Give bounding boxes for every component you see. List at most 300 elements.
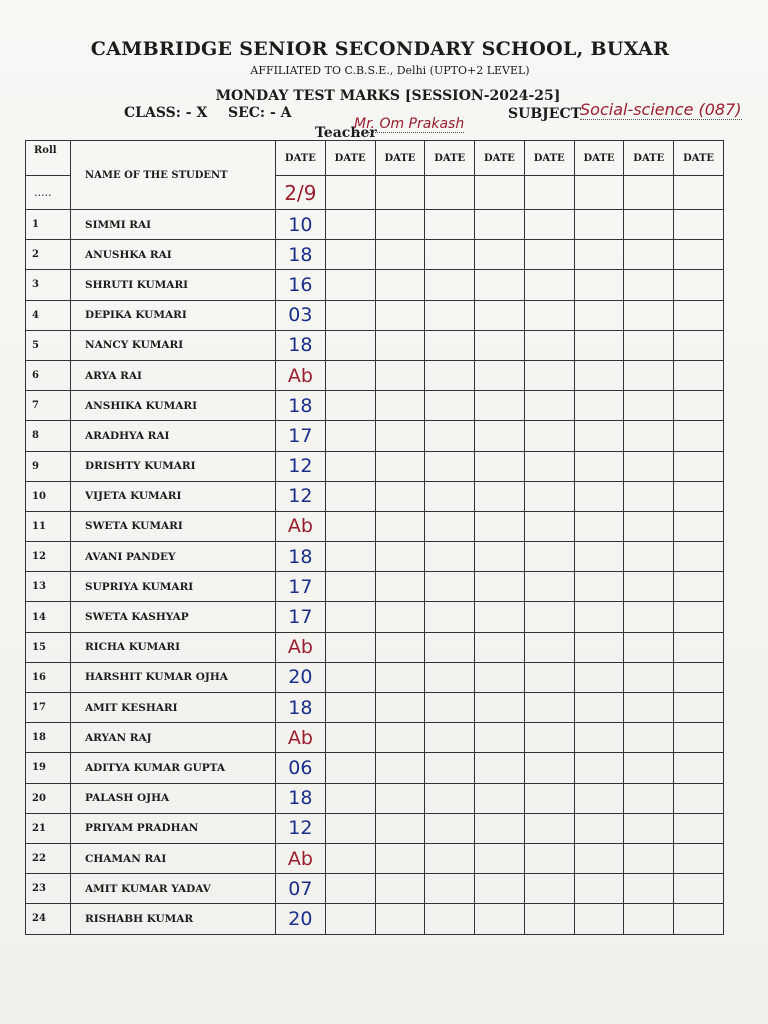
empty-mark-cell: [574, 330, 624, 360]
student-name: SWETA KUMARI: [71, 511, 276, 541]
roll-number: 8: [26, 421, 71, 451]
table-row: [26, 421, 724, 451]
empty-mark-cell: [574, 632, 624, 662]
empty-mark-cell: [425, 330, 475, 360]
student-name: SHRUTI KUMARI: [71, 270, 276, 300]
empty-mark-cell: [524, 300, 574, 330]
empty-mark-cell: [574, 210, 624, 240]
student-name: ANUSHKA RAI: [71, 240, 276, 270]
empty-mark-cell: [574, 874, 624, 904]
empty-mark-cell: [375, 572, 425, 602]
table-row: [26, 511, 724, 541]
empty-mark-cell: [674, 874, 724, 904]
table-row: [26, 240, 724, 270]
empty-mark-cell: [624, 270, 674, 300]
empty-mark-cell: [574, 240, 624, 270]
empty-mark-cell: [475, 632, 525, 662]
empty-mark-cell: [475, 270, 525, 300]
empty-mark-cell: [475, 391, 525, 421]
table-row: [26, 481, 724, 511]
empty-mark-cell: [375, 391, 425, 421]
empty-mark-cell: [425, 421, 475, 451]
empty-mark-cell: [624, 360, 674, 390]
table-row: [26, 813, 724, 843]
roll-number: 2: [26, 240, 71, 270]
empty-mark-cell: [524, 511, 574, 541]
empty-mark-cell: [425, 572, 475, 602]
empty-mark-cell: [375, 723, 425, 753]
empty-mark-cell: [574, 693, 624, 723]
student-name: AMIT KESHARI: [71, 693, 276, 723]
roll-number: 23: [26, 874, 71, 904]
empty-mark-cell: [624, 723, 674, 753]
student-mark: 12: [276, 451, 326, 481]
date-header: DATE: [574, 141, 624, 176]
table-row: [26, 270, 724, 300]
empty-mark-cell: [524, 270, 574, 300]
empty-mark-cell: [375, 542, 425, 572]
empty-mark-cell: [325, 693, 375, 723]
student-mark: Ab: [276, 843, 326, 873]
empty-mark-cell: [475, 904, 525, 934]
empty-mark-cell: [574, 662, 624, 692]
student-mark: Ab: [276, 511, 326, 541]
empty-mark-cell: [524, 904, 574, 934]
empty-mark-cell: [574, 421, 624, 451]
roll-number: 13: [26, 572, 71, 602]
teacher-value: Mr. Om Prakash: [354, 116, 465, 132]
empty-mark-cell: [475, 451, 525, 481]
empty-mark-cell: [475, 874, 525, 904]
empty-mark-cell: [624, 300, 674, 330]
empty-mark-cell: [425, 632, 475, 662]
empty-mark-cell: [325, 300, 375, 330]
empty-mark-cell: [325, 874, 375, 904]
empty-mark-cell: [574, 300, 624, 330]
empty-mark-cell: [475, 542, 525, 572]
empty-mark-cell: [425, 813, 475, 843]
table-header-row: [26, 141, 724, 176]
empty-mark-cell: [674, 693, 724, 723]
table-row: [26, 330, 724, 360]
student-name: AVANI PANDEY: [71, 542, 276, 572]
roll-number: 6: [26, 360, 71, 390]
empty-mark-cell: [425, 783, 475, 813]
empty-mark-cell: [624, 391, 674, 421]
student-name: HARSHIT KUMAR OJHA: [71, 662, 276, 692]
empty-mark-cell: [325, 360, 375, 390]
student-name: DEPIKA KUMARI: [71, 300, 276, 330]
table-row: [26, 904, 724, 934]
empty-mark-cell: [425, 240, 475, 270]
empty-mark-cell: [425, 602, 475, 632]
empty-mark-cell: [375, 511, 425, 541]
empty-mark-cell: [375, 451, 425, 481]
student-name: ARYA RAI: [71, 360, 276, 390]
empty-mark-cell: [524, 240, 574, 270]
student-mark: 03: [276, 300, 326, 330]
empty-mark-cell: [524, 843, 574, 873]
subject-label: SUBJECT: [508, 106, 582, 122]
empty-mark-cell: [425, 542, 475, 572]
empty-mark-cell: [475, 360, 525, 390]
student-mark: 20: [276, 662, 326, 692]
empty-mark-cell: [425, 511, 475, 541]
empty-mark-cell: [674, 813, 724, 843]
empty-mark-cell: [574, 542, 624, 572]
table-row: [26, 391, 724, 421]
empty-mark-cell: [574, 783, 624, 813]
empty-mark-cell: [524, 360, 574, 390]
empty-mark-cell: [325, 632, 375, 662]
marks-table: [25, 140, 724, 935]
empty-mark-cell: [524, 632, 574, 662]
empty-mark-cell: [524, 602, 574, 632]
empty-mark-cell: [524, 572, 574, 602]
empty-mark-cell: [524, 874, 574, 904]
student-mark: 20: [276, 904, 326, 934]
table-row: [26, 662, 724, 692]
date-header: DATE: [375, 141, 425, 176]
student-name: AMIT KUMAR YADAV: [71, 874, 276, 904]
empty-mark-cell: [475, 511, 525, 541]
empty-mark-cell: [674, 572, 724, 602]
roll-number: 3: [26, 270, 71, 300]
empty-mark-cell: [574, 391, 624, 421]
student-mark: 06: [276, 753, 326, 783]
empty-mark-cell: [574, 813, 624, 843]
empty-mark-cell: [674, 300, 724, 330]
empty-mark-cell: [674, 843, 724, 873]
roll-number: 7: [26, 391, 71, 421]
student-mark: 16: [276, 270, 326, 300]
section-label: SEC: - A: [228, 105, 292, 121]
empty-mark-cell: [475, 481, 525, 511]
date-header: DATE: [524, 141, 574, 176]
table-row: [26, 602, 724, 632]
empty-mark-cell: [325, 753, 375, 783]
empty-mark-cell: [574, 360, 624, 390]
empty-mark-cell: [674, 240, 724, 270]
empty-mark-cell: [574, 511, 624, 541]
empty-mark-cell: [624, 632, 674, 662]
roll-number: 19: [26, 753, 71, 783]
empty-mark-cell: [325, 240, 375, 270]
student-mark: 18: [276, 542, 326, 572]
empty-mark-cell: [325, 511, 375, 541]
empty-mark-cell: [574, 843, 624, 873]
student-name: DRISHTY KUMARI: [71, 451, 276, 481]
student-name: RISHABH KUMAR: [71, 904, 276, 934]
roll-number: 12: [26, 542, 71, 572]
student-name: SUPRIYA KUMARI: [71, 572, 276, 602]
subject-value: Social-science (087): [580, 100, 742, 119]
student-name: RICHA KUMARI: [71, 632, 276, 662]
empty-mark-cell: [475, 602, 525, 632]
empty-mark-cell: [425, 753, 475, 783]
empty-mark-cell: [475, 421, 525, 451]
student-mark: 18: [276, 391, 326, 421]
empty-mark-cell: [674, 662, 724, 692]
table-row: [26, 874, 724, 904]
table-row: [26, 360, 724, 390]
empty-mark-cell: [524, 481, 574, 511]
table-row: [26, 210, 724, 240]
empty-mark-cell: [325, 662, 375, 692]
empty-mark-cell: [425, 843, 475, 873]
empty-mark-cell: [624, 330, 674, 360]
roll-header: Roll: [26, 141, 71, 176]
empty-mark-cell: [674, 210, 724, 240]
empty-mark-cell: [674, 511, 724, 541]
student-name: SIMMI RAI: [71, 210, 276, 240]
empty-mark-cell: [524, 783, 574, 813]
empty-mark-cell: [674, 330, 724, 360]
empty-mark-cell: [574, 904, 624, 934]
student-name: ADITYA KUMAR GUPTA: [71, 753, 276, 783]
empty-mark-cell: [674, 632, 724, 662]
student-name: NANCY KUMARI: [71, 330, 276, 360]
empty-mark-cell: [674, 451, 724, 481]
empty-mark-cell: [674, 360, 724, 390]
student-mark: 18: [276, 330, 326, 360]
empty-mark-cell: [325, 481, 375, 511]
empty-mark-cell: [325, 330, 375, 360]
empty-mark-cell: [624, 904, 674, 934]
empty-mark-cell: [325, 572, 375, 602]
empty-mark-cell: [674, 391, 724, 421]
student-mark: Ab: [276, 723, 326, 753]
empty-mark-cell: [624, 421, 674, 451]
date-header: DATE: [624, 141, 674, 176]
empty-mark-cell: [325, 813, 375, 843]
student-name: VIJETA KUMARI: [71, 481, 276, 511]
first-date: 2/9: [276, 176, 326, 210]
roll-number: 5: [26, 330, 71, 360]
empty-mark-cell: [524, 723, 574, 753]
empty-mark-cell: [375, 270, 425, 300]
empty-mark-cell: [624, 843, 674, 873]
empty-mark-cell: [624, 662, 674, 692]
student-name: CHAMAN RAI: [71, 843, 276, 873]
empty-mark-cell: [425, 391, 475, 421]
student-name: PALASH OJHA: [71, 783, 276, 813]
affiliation: AFFILIATED TO C.B.S.E., Delhi (UPTO+2 LEVEL): [250, 64, 530, 77]
empty-mark-cell: [524, 451, 574, 481]
empty-mark-cell: [624, 210, 674, 240]
date-header: DATE: [425, 141, 475, 176]
empty-mark-cell: [375, 874, 425, 904]
empty-mark-cell: [674, 904, 724, 934]
empty-mark-cell: [425, 693, 475, 723]
empty-mark-cell: [375, 843, 425, 873]
empty-mark-cell: [325, 391, 375, 421]
date-header: DATE: [674, 141, 724, 176]
roll-number: 9: [26, 451, 71, 481]
empty-mark-cell: [624, 783, 674, 813]
student-mark: 18: [276, 240, 326, 270]
empty-mark-cell: [624, 451, 674, 481]
empty-mark-cell: [475, 723, 525, 753]
student-name: ANSHIKA KUMARI: [71, 391, 276, 421]
student-mark: Ab: [276, 632, 326, 662]
empty-mark-cell: [574, 572, 624, 602]
empty-mark-cell: [475, 572, 525, 602]
roll-number: 17: [26, 693, 71, 723]
student-mark: 12: [276, 481, 326, 511]
empty-mark-cell: [375, 693, 425, 723]
empty-mark-cell: [524, 542, 574, 572]
date-header: DATE: [276, 141, 326, 176]
empty-mark-cell: [325, 843, 375, 873]
empty-mark-cell: [674, 481, 724, 511]
empty-mark-cell: [375, 753, 425, 783]
student-mark: 17: [276, 421, 326, 451]
roll-number: 1: [26, 210, 71, 240]
empty-mark-cell: [574, 451, 624, 481]
empty-mark-cell: [524, 330, 574, 360]
empty-mark-cell: [624, 511, 674, 541]
empty-mark-cell: [325, 723, 375, 753]
empty-mark-cell: [624, 572, 674, 602]
empty-mark-cell: [375, 330, 425, 360]
empty-mark-cell: [425, 210, 475, 240]
empty-mark-cell: [524, 391, 574, 421]
empty-mark-cell: [475, 210, 525, 240]
empty-mark-cell: [475, 693, 525, 723]
student-name: PRIYAM PRADHAN: [71, 813, 276, 843]
empty-mark-cell: [425, 270, 475, 300]
roll-subheader: .....: [26, 176, 71, 210]
table-row: [26, 632, 724, 662]
table-row: [26, 300, 724, 330]
empty-mark-cell: [574, 270, 624, 300]
empty-mark-cell: [425, 874, 475, 904]
roll-number: 24: [26, 904, 71, 934]
student-mark: 10: [276, 210, 326, 240]
table-row: [26, 783, 724, 813]
empty-mark-cell: [475, 783, 525, 813]
table-row: [26, 693, 724, 723]
table-row: [26, 843, 724, 873]
roll-number: 18: [26, 723, 71, 753]
empty-mark-cell: [624, 874, 674, 904]
empty-mark-cell: [375, 904, 425, 934]
roll-number: 22: [26, 843, 71, 873]
empty-mark-cell: [425, 662, 475, 692]
empty-mark-cell: [375, 240, 425, 270]
empty-mark-cell: [524, 210, 574, 240]
date-header: DATE: [475, 141, 525, 176]
class-label: CLASS: - X: [124, 105, 208, 121]
empty-mark-cell: [674, 270, 724, 300]
empty-mark-cell: [524, 693, 574, 723]
table-row: [26, 451, 724, 481]
student-mark: 17: [276, 572, 326, 602]
empty-mark-cell: [325, 904, 375, 934]
roll-number: 10: [26, 481, 71, 511]
empty-mark-cell: [674, 421, 724, 451]
roll-number: 11: [26, 511, 71, 541]
empty-mark-cell: [574, 481, 624, 511]
empty-mark-cell: [325, 421, 375, 451]
empty-mark-cell: [325, 210, 375, 240]
empty-mark-cell: [624, 240, 674, 270]
student-mark: 17: [276, 602, 326, 632]
empty-mark-cell: [574, 753, 624, 783]
empty-mark-cell: [624, 602, 674, 632]
empty-mark-cell: [574, 723, 624, 753]
empty-mark-cell: [624, 693, 674, 723]
roll-number: 21: [26, 813, 71, 843]
student-name: ARADHYA RAI: [71, 421, 276, 451]
empty-mark-cell: [475, 813, 525, 843]
student-name: SWETA KASHYAP: [71, 602, 276, 632]
empty-mark-cell: [674, 723, 724, 753]
empty-mark-cell: [475, 330, 525, 360]
student-mark: 18: [276, 783, 326, 813]
empty-mark-cell: [325, 602, 375, 632]
empty-mark-cell: [375, 300, 425, 330]
date-header: DATE: [325, 141, 375, 176]
student-rows: [26, 210, 724, 935]
empty-mark-cell: [524, 421, 574, 451]
roll-number: 15: [26, 632, 71, 662]
empty-mark-cell: [674, 542, 724, 572]
table-row: [26, 572, 724, 602]
empty-mark-cell: [325, 542, 375, 572]
table-row: [26, 542, 724, 572]
empty-mark-cell: [325, 270, 375, 300]
empty-mark-cell: [375, 421, 425, 451]
empty-mark-cell: [475, 753, 525, 783]
empty-mark-cell: [674, 783, 724, 813]
empty-mark-cell: [425, 360, 475, 390]
empty-mark-cell: [624, 542, 674, 572]
table-row: [26, 723, 724, 753]
student-mark: 18: [276, 693, 326, 723]
student-mark: 12: [276, 813, 326, 843]
roll-number: 4: [26, 300, 71, 330]
empty-mark-cell: [524, 753, 574, 783]
empty-mark-cell: [325, 783, 375, 813]
name-header: NAME OF THE STUDENT: [71, 141, 276, 210]
empty-mark-cell: [475, 240, 525, 270]
empty-mark-cell: [574, 602, 624, 632]
empty-mark-cell: [674, 753, 724, 783]
empty-mark-cell: [624, 813, 674, 843]
empty-mark-cell: [475, 300, 525, 330]
roll-number: 14: [26, 602, 71, 632]
test-title: MONDAY TEST MARKS [SESSION-2024-25]: [215, 88, 561, 104]
student-mark: 07: [276, 874, 326, 904]
empty-mark-cell: [624, 481, 674, 511]
student-mark: Ab: [276, 360, 326, 390]
empty-mark-cell: [524, 662, 574, 692]
table-row: [26, 753, 724, 783]
empty-mark-cell: [425, 481, 475, 511]
empty-mark-cell: [375, 602, 425, 632]
empty-mark-cell: [375, 360, 425, 390]
empty-mark-cell: [624, 753, 674, 783]
school-name: CAMBRIDGE SENIOR SECONDARY SCHOOL, BUXAR: [90, 38, 670, 60]
roll-number: 20: [26, 783, 71, 813]
empty-mark-cell: [375, 662, 425, 692]
empty-mark-cell: [375, 481, 425, 511]
roll-number: 16: [26, 662, 71, 692]
empty-mark-cell: [524, 813, 574, 843]
empty-mark-cell: [425, 723, 475, 753]
